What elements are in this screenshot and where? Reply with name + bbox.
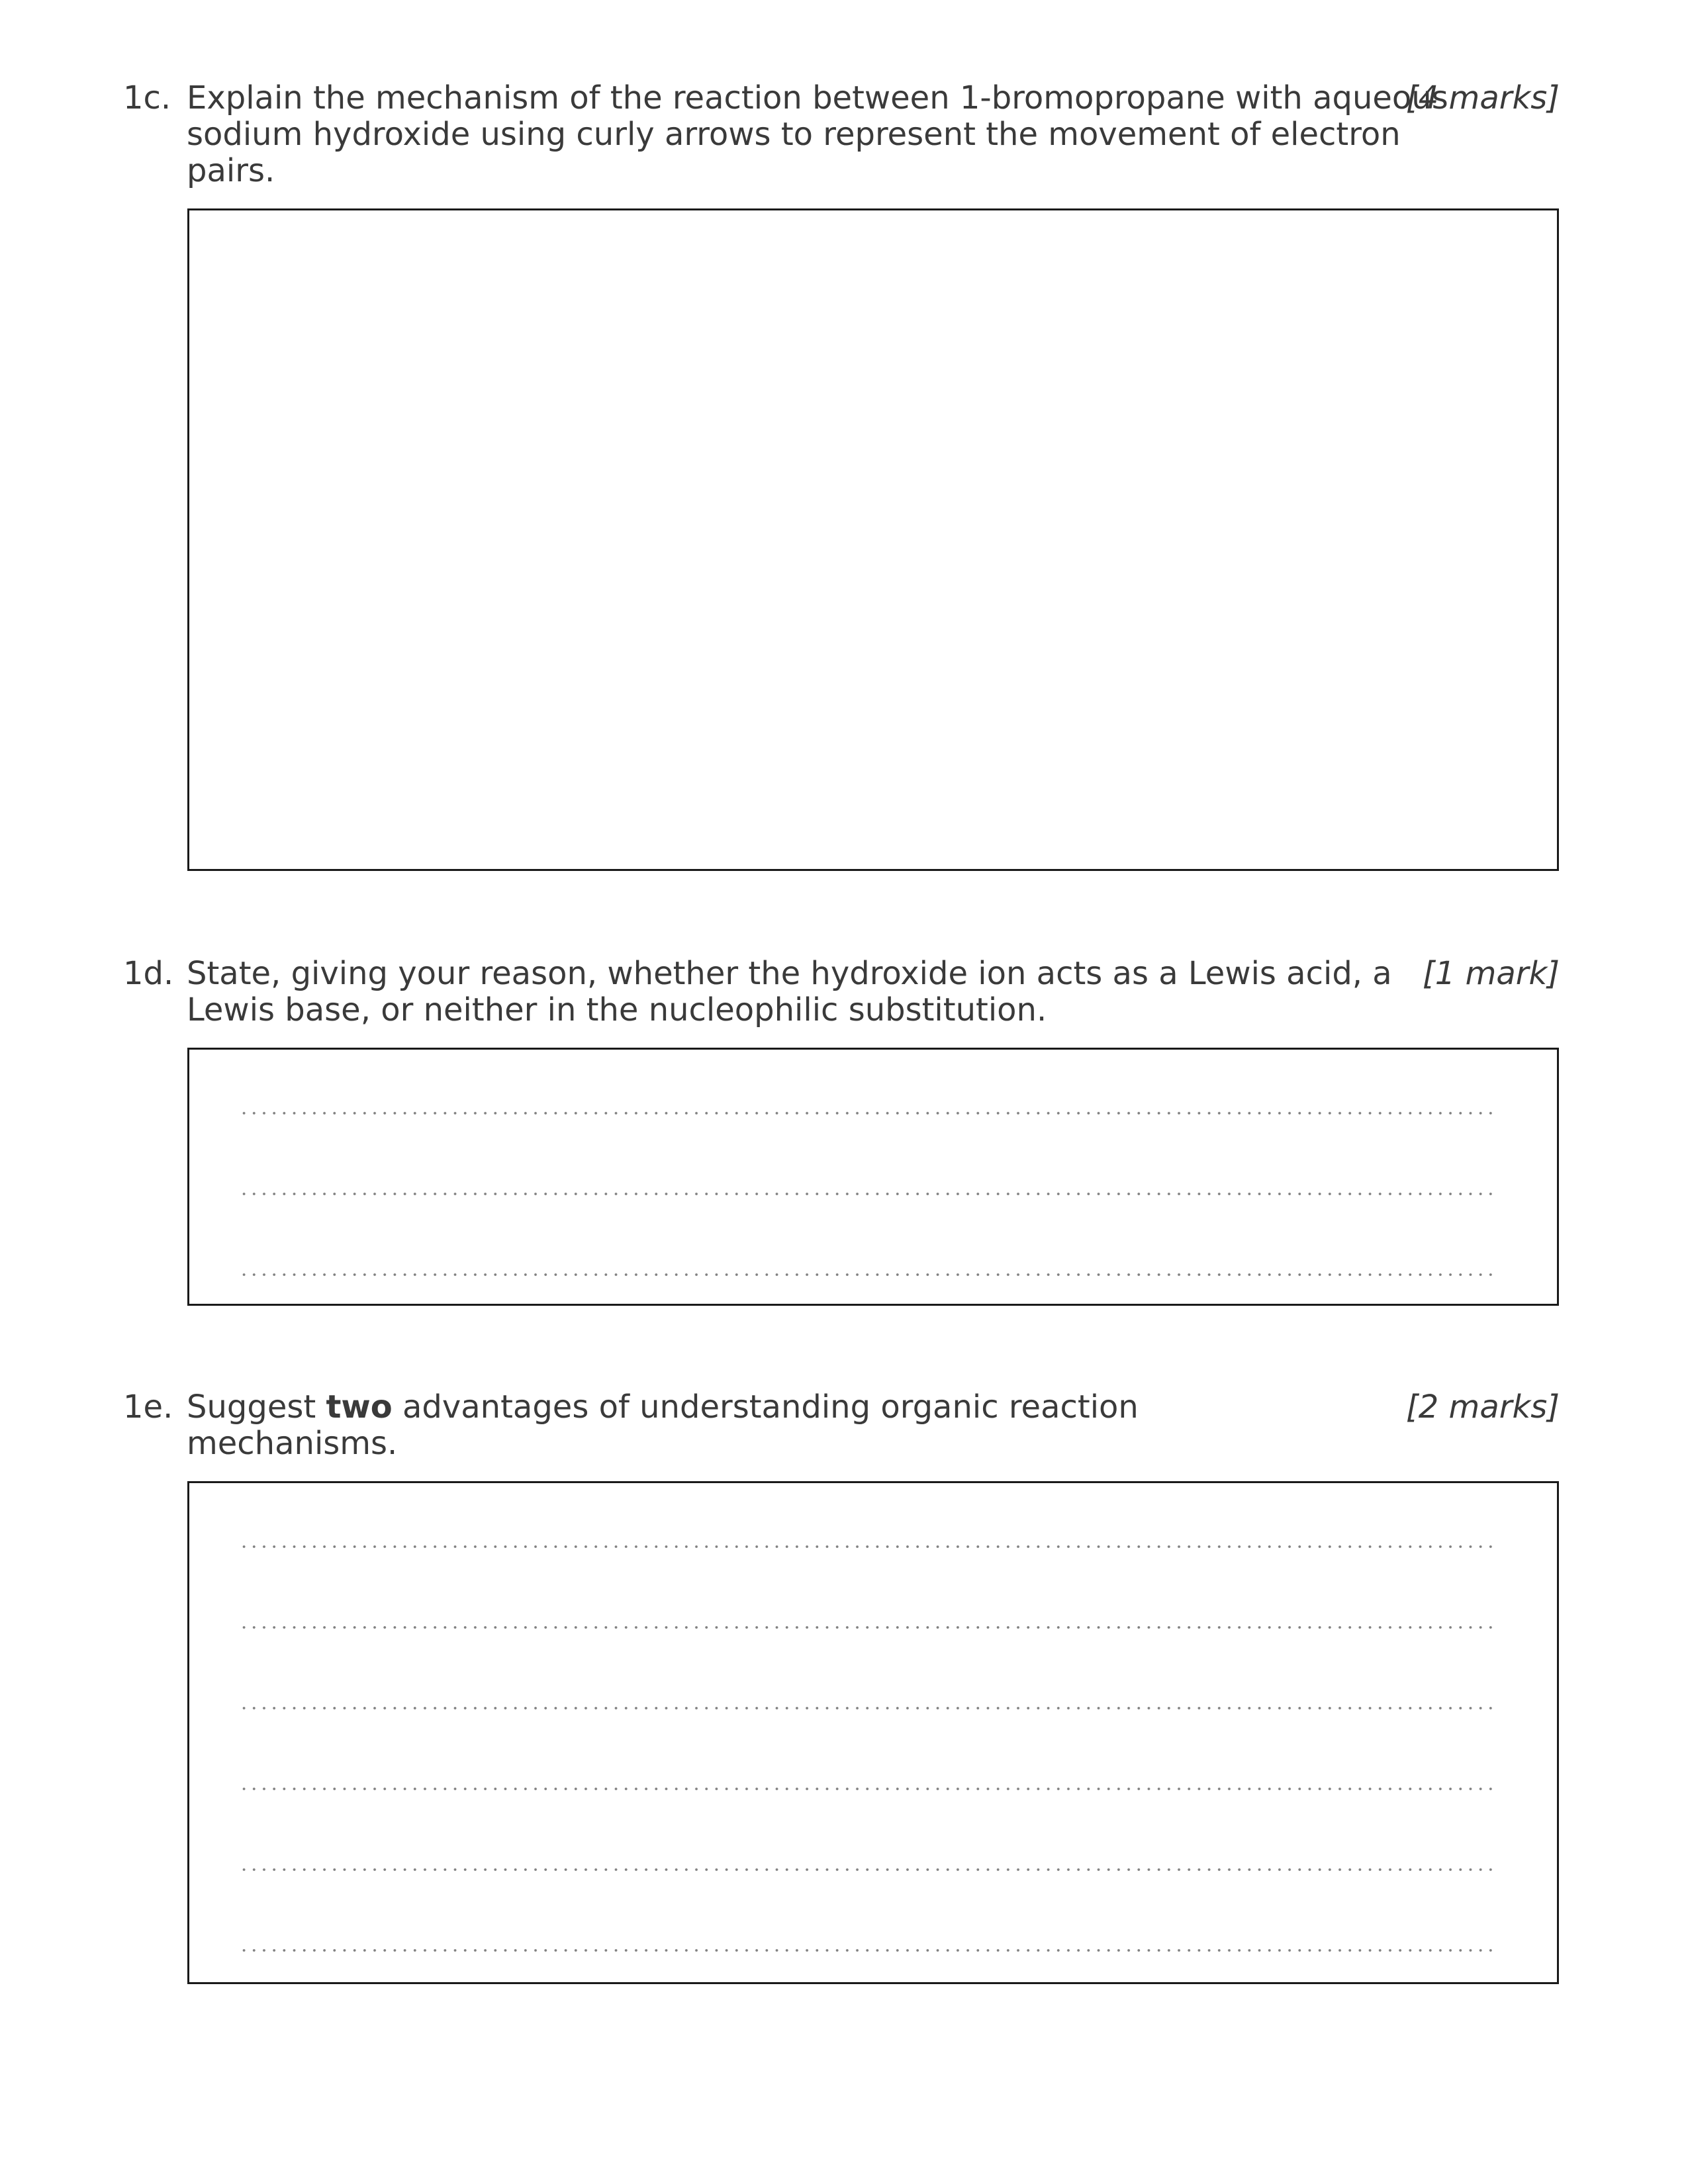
emphasis-two: two xyxy=(326,1388,393,1426)
answer-line[interactable] xyxy=(239,1868,1497,1871)
answer-line[interactable] xyxy=(239,1707,1497,1709)
question-text xyxy=(187,1389,1325,1462)
answer-line[interactable] xyxy=(239,1545,1497,1548)
question-number: 1c. xyxy=(123,79,171,116)
drawing-answer-box[interactable] xyxy=(187,208,1559,871)
marks-label: [2 marks] xyxy=(1406,1388,1560,1426)
written-answer-box[interactable] xyxy=(187,1048,1559,1306)
question-text-part: Suggest xyxy=(187,1388,326,1426)
answer-line[interactable] xyxy=(239,1193,1497,1195)
question-number: 1d. xyxy=(123,955,174,992)
question-text-part: advantages of understanding organic reaction mechanisms. xyxy=(187,1388,1139,1462)
marks-label: [4 marks] xyxy=(1406,79,1560,116)
marks-label: [1 mark] xyxy=(1423,955,1560,992)
written-answer-box[interactable] xyxy=(187,1481,1559,1984)
answer-line[interactable] xyxy=(239,1626,1497,1629)
question-text: State, giving your reason, whether the hydroxide ion acts as a Lewis acid, a Lewis base, or neither in the nucleophilic substitution. xyxy=(187,955,1392,1028)
answer-line[interactable] xyxy=(239,1112,1497,1115)
answer-line[interactable] xyxy=(239,1273,1497,1276)
question-number: 1e. xyxy=(123,1388,173,1426)
answer-line[interactable] xyxy=(239,1788,1497,1790)
question-text: Explain the mechanism of the reaction between 1-bromopropane with aqueous sodium hydroxide using curly arrows to represent the movement of electron pairs. xyxy=(187,79,1448,189)
answer-line[interactable] xyxy=(239,1949,1497,1952)
